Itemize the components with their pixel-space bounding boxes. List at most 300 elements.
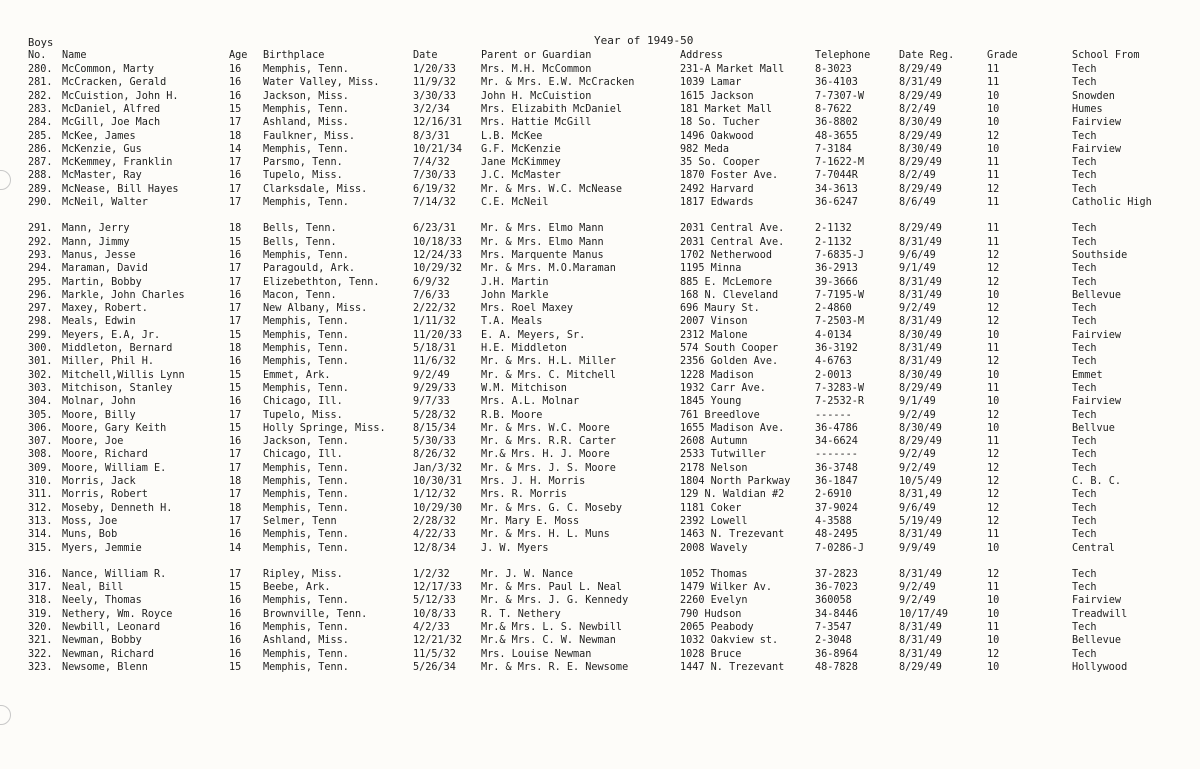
student-name: Neal, Bill <box>62 582 124 594</box>
birthplace: Jackson, Miss. <box>263 90 349 102</box>
date-registered: 8/30/49 <box>899 117 942 129</box>
grade: 11 <box>987 236 1000 248</box>
address: 1496 Oakwood <box>680 130 754 142</box>
birth-date: 9/29/33 <box>413 382 456 394</box>
birth-date: 7/4/32 <box>413 157 450 169</box>
school-from: Tech <box>1072 449 1097 461</box>
address: 1052 Thomas <box>680 568 748 580</box>
age: 16 <box>229 622 242 633</box>
date-registered: 8/31/49 <box>899 635 942 647</box>
table-row <box>0 342 1200 355</box>
student-name: Myers, Jemmie <box>62 542 142 554</box>
age: 16 <box>229 356 242 368</box>
address: 2178 Nelson <box>680 462 748 474</box>
address: 1032 Oakview st. <box>680 635 779 647</box>
grade: 10 <box>987 143 1000 155</box>
birth-date: 6/23/31 <box>413 223 456 235</box>
age: 17 <box>229 462 242 474</box>
date-registered: 8/29/49 <box>899 382 942 394</box>
student-name: Newman, Bobby <box>62 635 142 647</box>
table-row <box>0 196 1200 209</box>
grade: 11 <box>987 223 1000 235</box>
address: 2007 Vinson <box>680 316 748 328</box>
table-row <box>0 382 1200 395</box>
parent-guardian: Mr. & Mrs. J. G. Kennedy <box>481 595 629 607</box>
parent-guardian: R. T. Nethery <box>481 608 561 620</box>
telephone: 36-1847 <box>815 476 858 487</box>
table-row <box>0 183 1200 196</box>
col-header-birthplace: Birthplace <box>263 50 325 61</box>
table-row <box>0 315 1200 328</box>
telephone: ------ <box>815 409 852 421</box>
birthplace: Brownville, Tenn. <box>263 608 368 620</box>
date-registered: 9/1/49 <box>899 396 936 408</box>
birth-date: 11/20/33 <box>413 329 463 341</box>
age: 18 <box>229 223 242 235</box>
telephone: 36-4786 <box>815 422 858 434</box>
parent-guardian: Mr. Mary E. Moss <box>481 515 580 527</box>
parent-guardian: Mrs. J. H. Morris <box>481 476 586 487</box>
address: 574 South Cooper <box>680 343 779 354</box>
birth-date: 8/15/34 <box>413 422 456 434</box>
student-name: Miller, Phil H. <box>62 356 155 368</box>
birth-date: 4/22/33 <box>413 529 456 541</box>
row-number: 314. <box>28 529 53 541</box>
birth-date: 7/6/33 <box>413 289 450 301</box>
school-from: Tech <box>1072 157 1097 169</box>
date-registered: 8/29/49 <box>899 64 942 75</box>
parent-guardian: Mr. & Mrs. R.R. Carter <box>481 436 616 448</box>
col-header-parent: Parent or Guardian <box>481 50 592 61</box>
row-number: 317. <box>28 582 53 594</box>
school-from: Tech <box>1072 316 1097 328</box>
grade: 12 <box>987 130 1000 142</box>
date-registered: 9/2/49 <box>899 449 936 461</box>
birthplace: Emmet, Ark. <box>263 369 331 381</box>
row-number: 298. <box>28 316 53 328</box>
birth-date: 1/12/32 <box>413 489 456 501</box>
age: 17 <box>229 263 242 275</box>
grade: 12 <box>987 462 1000 474</box>
row-number: 301. <box>28 356 53 368</box>
grade: 11 <box>987 343 1000 354</box>
table-row <box>0 143 1200 156</box>
parent-guardian: J.C. McMaster <box>481 170 561 182</box>
address: 2031 Central Ave. <box>680 223 785 235</box>
birth-date: 5/28/32 <box>413 409 456 421</box>
date-registered: 9/2/49 <box>899 582 936 594</box>
student-name: McKee, James <box>62 130 136 142</box>
row-number: 323. <box>28 661 53 673</box>
address: 2031 Central Ave. <box>680 236 785 248</box>
date-registered: 8/2/49 <box>899 103 936 115</box>
telephone: 36-8802 <box>815 117 858 129</box>
birth-date: 11/6/32 <box>413 356 456 368</box>
birthplace: Memphis, Tenn. <box>263 356 349 368</box>
school-from: Tech <box>1072 436 1097 448</box>
grade: 12 <box>987 648 1000 660</box>
grade: 10 <box>987 103 1000 115</box>
row-number: 310. <box>28 476 53 487</box>
telephone: 37-9024 <box>815 502 858 514</box>
row-number: 319. <box>28 608 53 620</box>
school-from: Tech <box>1072 582 1097 594</box>
address: 2065 Peabody <box>680 622 754 633</box>
telephone: 7-7195-W <box>815 289 865 301</box>
parent-guardian: Mr. & Mrs. R. E. Newsome <box>481 661 629 673</box>
parent-guardian: Mr. & Mrs. Elmo Mann <box>481 236 604 248</box>
student-name: Meals, Edwin <box>62 316 136 328</box>
grade: 12 <box>987 515 1000 527</box>
table-row <box>0 222 1200 235</box>
parent-guardian: Mr. & Mrs. W.C. Moore <box>481 422 610 434</box>
address: 1932 Carr Ave. <box>680 382 766 394</box>
age: 16 <box>229 436 242 448</box>
birthplace: Memphis, Tenn. <box>263 542 349 554</box>
address: 982 Meda <box>680 143 730 155</box>
birth-date: 12/8/34 <box>413 542 456 554</box>
school-from: Tech <box>1072 77 1097 89</box>
parent-guardian: Mrs. Elizabith McDaniel <box>481 103 623 115</box>
address: 885 E. McLemore <box>680 276 773 288</box>
telephone: 37-2823 <box>815 568 858 580</box>
birth-date: 8/26/32 <box>413 449 456 461</box>
address: 2533 Tutwiller <box>680 449 766 461</box>
grade: 12 <box>987 449 1000 461</box>
table-row <box>0 634 1200 647</box>
grade: 10 <box>987 635 1000 647</box>
parent-guardian: Mrs. R. Morris <box>481 489 567 501</box>
telephone: 7-3283-W <box>815 382 865 394</box>
birthplace: Ripley, Miss. <box>263 568 343 580</box>
address: 1447 N. Trezevant <box>680 661 785 673</box>
school-from: Tech <box>1072 622 1097 633</box>
age: 16 <box>229 529 242 541</box>
row-number: 284. <box>28 117 53 129</box>
age: 15 <box>229 103 242 115</box>
telephone: ------- <box>815 449 858 461</box>
table-row <box>0 581 1200 594</box>
date-registered: 8/29/49 <box>899 183 942 195</box>
school-from: Bellevue <box>1072 635 1122 647</box>
age: 14 <box>229 143 242 155</box>
table-row <box>0 276 1200 289</box>
address: 2312 Malone <box>680 329 748 341</box>
student-name: Meyers, E.A, Jr. <box>62 329 161 341</box>
age: 16 <box>229 90 242 102</box>
grade: 12 <box>987 276 1000 288</box>
row-number: 305. <box>28 409 53 421</box>
column-header-row <box>0 49 1200 62</box>
telephone: 4-6763 <box>815 356 852 368</box>
row-number: 286. <box>28 143 53 155</box>
grade: 11 <box>987 622 1000 633</box>
punch-hole <box>0 705 11 725</box>
grade: 10 <box>987 422 1000 434</box>
school-from: Catholic High <box>1072 197 1152 208</box>
birthplace: Chicago, Ill. <box>263 449 343 461</box>
address: 1804 North Parkway <box>680 476 791 487</box>
birth-date: 12/17/33 <box>413 582 463 594</box>
birth-date: 6/9/32 <box>413 276 450 288</box>
address: 761 Breedlove <box>680 409 760 421</box>
row-number: 292. <box>28 236 53 248</box>
parent-guardian: T.A. Meals <box>481 316 543 328</box>
telephone: 36-3192 <box>815 343 858 354</box>
table-row <box>0 76 1200 89</box>
address: 1615 Jackson <box>680 90 754 102</box>
telephone: 360058 <box>815 595 852 607</box>
birthplace: Memphis, Tenn. <box>263 343 349 354</box>
grade: 10 <box>987 369 1000 381</box>
telephone: 4-0134 <box>815 329 852 341</box>
school-from: Tech <box>1072 276 1097 288</box>
parent-guardian: C.E. McNeil <box>481 197 549 208</box>
address: 181 Market Mall <box>680 103 773 115</box>
col-header-telephone: Telephone <box>815 50 871 61</box>
telephone: 7-3547 <box>815 622 852 633</box>
table-row <box>0 302 1200 315</box>
student-name: Moore, William E. <box>62 462 167 474</box>
address: 168 N. Cleveland <box>680 289 779 301</box>
grade: 11 <box>987 170 1000 182</box>
school-from: Southside <box>1072 249 1128 261</box>
birthplace: Ashland, Miss. <box>263 635 349 647</box>
row-number: 293. <box>28 249 53 261</box>
grade: 11 <box>987 64 1000 75</box>
date-registered: 8/29/49 <box>899 223 942 235</box>
school-from: Tech <box>1072 343 1097 354</box>
row-number: 283. <box>28 103 53 115</box>
date-registered: 8/29/49 <box>899 436 942 448</box>
parent-guardian: Mr. J. W. Nance <box>481 568 574 580</box>
school-from: Tech <box>1072 183 1097 195</box>
school-from: Fairview <box>1072 595 1122 607</box>
date-registered: 8/31/49 <box>899 648 942 660</box>
school-from: Tech <box>1072 462 1097 474</box>
school-from: Tech <box>1072 356 1097 368</box>
student-name: Neely, Thomas <box>62 595 142 607</box>
address: 18 So. Tucher <box>680 117 760 129</box>
grade: 11 <box>987 529 1000 541</box>
student-name: Newsome, Blenn <box>62 661 148 673</box>
col-header-address: Address <box>680 50 723 61</box>
parent-guardian: Mr. & Mrs. J. S. Moore <box>481 462 616 474</box>
school-from: Tech <box>1072 263 1097 275</box>
parent-guardian: G.F. McKenzie <box>481 143 561 155</box>
birthplace: Memphis, Tenn. <box>263 595 349 607</box>
birth-date: 11/5/32 <box>413 648 456 660</box>
address: 2608 Autumn <box>680 436 748 448</box>
birthplace: Memphis, Tenn. <box>263 382 349 394</box>
school-from: Fairview <box>1072 396 1122 408</box>
age: 16 <box>229 170 242 182</box>
telephone: 2-1132 <box>815 236 852 248</box>
grade: 12 <box>987 356 1000 368</box>
table-row <box>0 156 1200 169</box>
row-number: 280. <box>28 64 53 75</box>
table-row <box>0 475 1200 488</box>
grade: 10 <box>987 396 1000 408</box>
date-registered: 8/29/49 <box>899 661 942 673</box>
date-registered: 8/31/49 <box>899 236 942 248</box>
birth-date: Jan/3/32 <box>413 462 463 474</box>
student-name: Nance, William R. <box>62 568 167 580</box>
section-label: Boys <box>28 37 54 49</box>
grade: 12 <box>987 502 1000 514</box>
student-name: Morris, Jack <box>62 476 136 487</box>
col-header-grade: Grade <box>987 50 1018 61</box>
row-number: 291. <box>28 223 53 235</box>
date-registered: 8/31/49 <box>899 316 942 328</box>
birthplace: Memphis, Tenn. <box>263 489 349 501</box>
student-name: Moore, Joe <box>62 436 124 448</box>
parent-guardian: Jane McKimmey <box>481 157 561 169</box>
row-number: 297. <box>28 303 53 315</box>
birth-date: 12/24/33 <box>413 249 463 261</box>
student-name: Mitchison, Stanley <box>62 382 173 394</box>
date-registered: 8/31/49 <box>899 276 942 288</box>
age: 15 <box>229 329 242 341</box>
birthplace: Memphis, Tenn. <box>263 502 349 514</box>
age: 17 <box>229 409 242 421</box>
birthplace: Bells, Tenn. <box>263 236 337 248</box>
birthplace: Tupelo, Miss. <box>263 409 343 421</box>
table-row <box>0 621 1200 634</box>
age: 17 <box>229 489 242 501</box>
table-row <box>0 462 1200 475</box>
table-row <box>0 369 1200 382</box>
address: 2356 Golden Ave. <box>680 356 779 368</box>
row-number: 306. <box>28 422 53 434</box>
birth-date: 2/22/32 <box>413 303 456 315</box>
date-registered: 8/30/49 <box>899 422 942 434</box>
telephone: 7-6835-J <box>815 249 865 261</box>
grade: 10 <box>987 542 1000 554</box>
row-number: 296. <box>28 289 53 301</box>
age: 16 <box>229 648 242 660</box>
birthplace: Clarksdale, Miss. <box>263 183 368 195</box>
row-number: 285. <box>28 130 53 142</box>
age: 18 <box>229 502 242 514</box>
row-number: 299. <box>28 329 53 341</box>
student-name: Moss, Joe <box>62 515 118 527</box>
school-from: Tech <box>1072 515 1097 527</box>
table-row <box>0 90 1200 103</box>
address: 2392 Lowell <box>680 515 748 527</box>
birthplace: Paragould, Ark. <box>263 263 356 275</box>
birthplace: Faulkner, Miss. <box>263 130 356 142</box>
grade: 12 <box>987 476 1000 487</box>
telephone: 36-6247 <box>815 197 858 208</box>
birthplace: Ashland, Miss. <box>263 117 349 129</box>
birthplace: Memphis, Tenn. <box>263 476 349 487</box>
grade: 12 <box>987 303 1000 315</box>
age: 17 <box>229 515 242 527</box>
table-row <box>0 608 1200 621</box>
parent-guardian: L.B. McKee <box>481 130 543 142</box>
address: 696 Maury St. <box>680 303 760 315</box>
telephone: 48-7828 <box>815 661 858 673</box>
col-header-age: Age <box>229 50 248 61</box>
grade: 12 <box>987 263 1000 275</box>
col-header-date: Date <box>413 50 438 61</box>
student-name: Moseby, Denneth H. <box>62 502 173 514</box>
table-row <box>0 502 1200 515</box>
col-header-no: No. <box>28 50 47 61</box>
student-name: Moore, Gary Keith <box>62 422 167 434</box>
row-number: 311. <box>28 489 53 501</box>
parent-guardian: W.M. Mitchison <box>481 382 567 394</box>
date-registered: 8/31/49 <box>899 77 942 89</box>
student-name: Moore, Richard <box>62 449 148 461</box>
age: 16 <box>229 635 242 647</box>
birth-date: 11/9/32 <box>413 77 456 89</box>
date-registered: 8/31/49 <box>899 622 942 633</box>
birthplace: New Albany, Miss. <box>263 303 368 315</box>
parent-guardian: J. W. Myers <box>481 542 549 554</box>
row-number: 294. <box>28 263 53 275</box>
parent-guardian: Mrs. Marquente Manus <box>481 249 604 261</box>
school-from: Tech <box>1072 223 1097 235</box>
telephone: 7-3184 <box>815 143 852 155</box>
birth-date: 3/30/33 <box>413 90 456 102</box>
age: 17 <box>229 157 242 169</box>
row-number: 322. <box>28 648 53 660</box>
table-row <box>0 409 1200 422</box>
school-from: Emmet <box>1072 369 1103 381</box>
parent-guardian: Mrs. A.L. Molnar <box>481 396 580 408</box>
school-from: Tech <box>1072 409 1097 421</box>
school-from: Treadwill <box>1072 608 1128 620</box>
student-name: Markle, John Charles <box>62 289 185 301</box>
table-row <box>0 355 1200 368</box>
date-registered: 8/31/49 <box>899 529 942 541</box>
grade: 11 <box>987 197 1000 208</box>
telephone: 36-4103 <box>815 77 858 89</box>
school-from: Hollywood <box>1072 661 1128 673</box>
grade: 10 <box>987 661 1000 673</box>
student-name: Maraman, David <box>62 263 148 275</box>
date-registered: 8/6/49 <box>899 197 936 208</box>
age: 17 <box>229 117 242 129</box>
col-header-school: School From <box>1072 50 1140 61</box>
birthplace: Memphis, Tenn. <box>263 329 349 341</box>
school-from: Tech <box>1072 303 1097 315</box>
grade: 10 <box>987 329 1000 341</box>
student-name: McGill, Joe Mach <box>62 117 161 129</box>
telephone: 36-2913 <box>815 263 858 275</box>
student-name: Mann, Jerry <box>62 223 130 235</box>
student-name: Mann, Jimmy <box>62 236 130 248</box>
row-number: 304. <box>28 396 53 408</box>
address: 1870 Foster Ave. <box>680 170 779 182</box>
address: 2492 Harvard <box>680 183 754 195</box>
table-row <box>0 116 1200 129</box>
birth-date: 5/12/33 <box>413 595 456 607</box>
age: 17 <box>229 197 242 208</box>
date-registered: 8/29/49 <box>899 157 942 169</box>
page-title: Year of 1949-50 <box>594 34 694 47</box>
birthplace: Memphis, Tenn. <box>263 648 349 660</box>
address: 2260 Evelyn <box>680 595 748 607</box>
school-from: C. B. C. <box>1072 476 1122 487</box>
birth-date: 10/29/30 <box>413 502 463 514</box>
school-from: Tech <box>1072 648 1097 660</box>
telephone: 7-7044R <box>815 170 858 182</box>
student-name: McMaster, Ray <box>62 170 142 182</box>
age: 16 <box>229 608 242 620</box>
